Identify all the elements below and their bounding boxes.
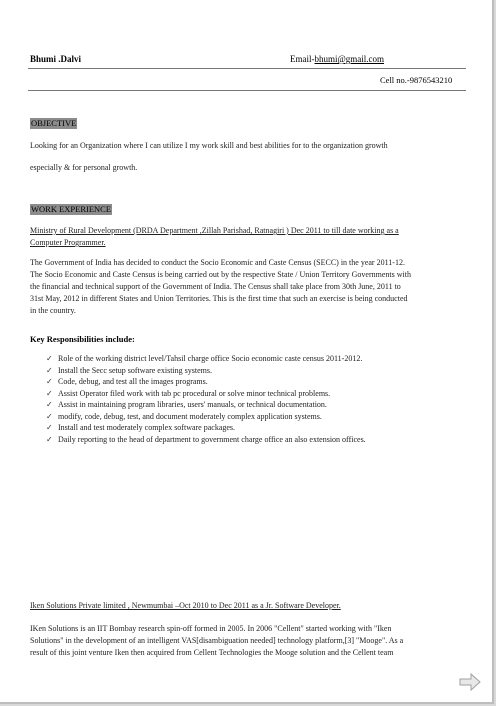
list-item: ✓ Install the Secc setup software existing systems.: [46, 365, 212, 375]
candidate-name: Bhumi .Dalvi: [30, 54, 82, 64]
header-divider: [28, 68, 466, 69]
cell-number: Cell no.-9876543210: [380, 75, 453, 85]
job1-title-line-2: Computer Programmer.: [30, 238, 106, 247]
list-item: ✓ Assist Operator filed work with tab pc procedural or solve minor technical problems.: [46, 388, 331, 398]
email-label: Email-: [290, 54, 315, 64]
job1-title-line-1: Ministry of Rural Development (DRDA Department ,Zillah Parishad, Ratnagiri ) Dec 2011 to till date working as a: [30, 226, 399, 235]
job1-desc-line-1: The Government of India has decided to conduct the Socio Economic and Caste Census (SECC) in the year 2011-12.: [30, 258, 405, 267]
arrow-right-icon[interactable]: [458, 672, 482, 692]
checkmark-icon: ✓: [46, 434, 53, 444]
checkmark-icon: ✓: [46, 423, 53, 432]
email-link[interactable]: bhumi@gmail.com: [314, 54, 385, 64]
job2-desc-line-2: Solutions" in the development of an intelligent VAS[disambiguation needed] technology platform,[3] "Mooge". As a: [30, 636, 404, 645]
list-item: ✓ Code, debug, and test all the images programs.: [46, 377, 208, 386]
email-line: [290, 54, 384, 64]
job1-desc-line-2: The Socio Economic and Caste Census is being carried out by the respective State / Union Territory Governments with: [30, 270, 411, 279]
objective-heading: OBJECTIVE: [31, 118, 77, 128]
job2-title: Iken Solutions Private limited , Newmumbai –Oct 2010 to Dec 2011 as a Jr. Software Developer.: [30, 601, 341, 610]
checkmark-icon: ✓: [46, 377, 53, 386]
objective-line-1: Looking for an Organization where I can utilize I my work skill and best abilities for to the organization growth: [30, 141, 388, 150]
checkmark-icon: ✓: [46, 354, 53, 363]
checkmark-icon: ✓: [46, 400, 53, 409]
checkmark-icon: ✓: [46, 411, 53, 421]
header-divider-2: [28, 90, 466, 91]
job1-desc-line-4: 31st May, 2012 in different States and Union Territories. This is the first time that such an exercise is being conducted: [30, 294, 408, 303]
key-responsibilities-title: Key Responsibilities include:: [30, 334, 135, 344]
list-item: ✓ Daily reporting to the head of department to government charge office an also extension offices.: [46, 434, 366, 444]
work-experience-heading: WORK EXPERIENCE: [31, 204, 112, 214]
job1-desc-line-5: in the country.: [30, 306, 76, 315]
checkmark-icon: ✓: [46, 388, 53, 398]
job2-desc-line-3: result of this joint venture Iken then acquired from Cellent Technologies the Mooge solution and the Cellent team: [30, 648, 394, 657]
objective-line-2: especially & for personal growth.: [30, 163, 138, 172]
checkmark-icon: ✓: [46, 365, 53, 375]
list-item: ✓ modify, code, debug, test, and document moderately complex application systems.: [46, 411, 322, 421]
list-item: ✓ Assist in maintaining program libraries, users' manuals, or technical documentation.: [46, 400, 327, 409]
list-item: ✓ Role of the working district level/Tahsil charge office Socio economic caste census 2011-2012.: [46, 354, 363, 363]
job1-desc-line-3: the financial and technical support of the Government of India. The Census shall take place from 30th June, 2011 to: [30, 282, 401, 291]
job2-desc-line-1: IKen Solutions is an IIT Bombay research spin-off formed in 2005. In 2006 "Cellent" started working with "Iken: [30, 624, 392, 633]
responsibilities-list: [46, 353, 366, 445]
list-item: ✓ Install and test moderately complex software packages.: [46, 423, 236, 432]
